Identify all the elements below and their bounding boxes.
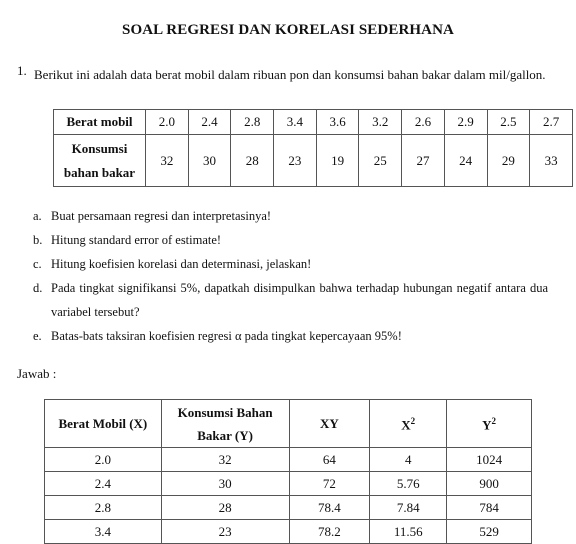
- weight-cell: 3.6: [316, 110, 359, 135]
- cell-x2: 5.76: [370, 472, 447, 496]
- task-text: Hitung koefisien korelasi dan determinasi, jelaskan!: [51, 257, 312, 271]
- cell-y: 30: [161, 472, 289, 496]
- header-y: [161, 400, 289, 448]
- task-marker: b.: [33, 233, 43, 247]
- consumption-cell: 32: [146, 135, 189, 187]
- cell-x: 2.0: [45, 448, 162, 472]
- task-item-d: [33, 276, 548, 324]
- data-table-row-consumption: [54, 135, 573, 187]
- cell-y2: 900: [447, 472, 532, 496]
- header-x2-exp: 2: [410, 416, 416, 427]
- weight-cell: 2.9: [444, 110, 487, 135]
- weight-cell: 2.4: [188, 110, 231, 135]
- cell-y2: 1024: [447, 448, 532, 472]
- header-y-line2: Bakar (Y): [197, 427, 253, 443]
- answer-table: [44, 399, 532, 544]
- page-title: SOAL REGRESI DAN KORELASI SEDERHANA: [122, 22, 454, 38]
- cell-x2: 4: [370, 448, 447, 472]
- cell-y2: 529: [447, 520, 532, 544]
- consumption-cell: 28: [231, 135, 274, 187]
- cell-xy: 64: [289, 448, 370, 472]
- weight-cell: 3.4: [274, 110, 317, 135]
- consumption-cell: 23: [274, 135, 317, 187]
- table-row: [45, 472, 532, 496]
- consumption-cell: 30: [188, 135, 231, 187]
- header-xy: XY: [289, 400, 370, 448]
- consumption-cell: 19: [316, 135, 359, 187]
- header-x-squared: [370, 400, 447, 448]
- consumption-header-line2: bahan bakar: [63, 164, 136, 180]
- cell-y: 23: [161, 520, 289, 544]
- table-row: [45, 448, 532, 472]
- question-text: Berikut ini adalah data berat mobil dalam ribuan pon dan konsumsi bahan bakar dalam mil/gallon.: [34, 67, 546, 82]
- task-marker: d.: [33, 281, 43, 295]
- answer-table-header-row: [45, 400, 532, 448]
- header-y2-exp: 2: [491, 416, 497, 427]
- consumption-cell: 24: [444, 135, 487, 187]
- cell-x: 2.8: [45, 496, 162, 520]
- cell-y: 28: [161, 496, 289, 520]
- cell-x: 3.4: [45, 520, 162, 544]
- task-marker: e.: [33, 329, 42, 343]
- weight-cell: 2.8: [231, 110, 274, 135]
- header-y2-base: Y: [482, 417, 492, 433]
- cell-y: 32: [161, 448, 289, 472]
- weight-cell: 2.7: [530, 110, 573, 135]
- consumption-cell: 33: [530, 135, 573, 187]
- consumption-cell: 25: [359, 135, 402, 187]
- cell-x2: 7.84: [370, 496, 447, 520]
- weight-cell: 2.6: [402, 110, 445, 135]
- weight-cell: 2.5: [487, 110, 530, 135]
- header-y-squared: [447, 400, 532, 448]
- data-table-row-weight: [54, 110, 573, 135]
- task-list: [33, 204, 548, 348]
- task-item-b: [33, 228, 548, 252]
- table-row: [45, 496, 532, 520]
- weight-cell: 3.2: [359, 110, 402, 135]
- task-text: Buat persamaan regresi dan interpretasinya!: [51, 209, 272, 223]
- header-y-line1: Konsumsi Bahan: [177, 404, 273, 420]
- cell-xy: 72: [289, 472, 370, 496]
- task-marker: a.: [33, 209, 42, 223]
- task-text: Batas-bats taksiran koefisien regresi α pada tingkat kepercayaan 95%!: [51, 329, 402, 343]
- task-text: Pada tingkat signifikansi 5%, dapatkah disimpulkan bahwa terhadap hubungan negatif antara dua variabel tersebut?: [51, 281, 548, 319]
- weight-cell: 2.0: [146, 110, 189, 135]
- consumption-cell: 29: [487, 135, 530, 187]
- cell-xy: 78.4: [289, 496, 370, 520]
- task-marker: c.: [33, 257, 42, 271]
- task-item-a: [33, 204, 548, 228]
- cell-x: 2.4: [45, 472, 162, 496]
- cell-x2: 11.56: [370, 520, 447, 544]
- task-text: Hitung standard error of estimate!: [51, 233, 222, 247]
- question-number: 1.: [17, 63, 27, 78]
- cell-xy: 78.2: [289, 520, 370, 544]
- task-item-e: [33, 324, 548, 348]
- table-row: [45, 520, 532, 544]
- consumption-cell: 27: [402, 135, 445, 187]
- answer-label: Jawab :: [17, 366, 57, 381]
- task-item-c: [33, 252, 548, 276]
- data-table-header-weight: Berat mobil: [54, 110, 146, 135]
- data-table-header-consumption: [54, 135, 146, 187]
- data-table: [53, 109, 573, 187]
- header-x: Berat Mobil (X): [45, 400, 162, 448]
- header-x2-base: X: [401, 417, 411, 433]
- consumption-header-line1: Konsumsi: [71, 140, 128, 156]
- cell-y2: 784: [447, 496, 532, 520]
